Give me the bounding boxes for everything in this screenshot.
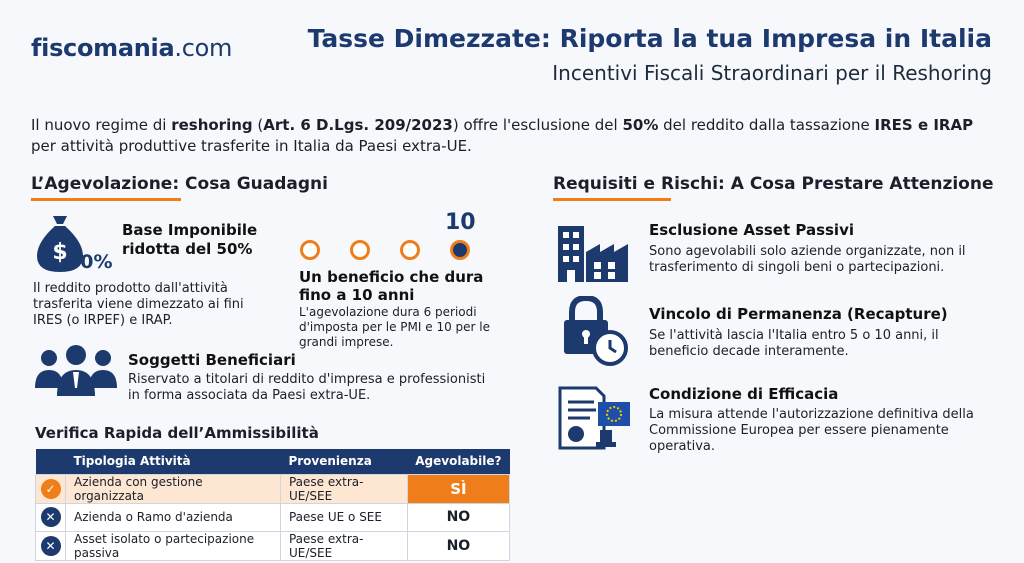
table-header-row [36, 449, 510, 474]
beneficiaries-title: Soggetti Beneficiari [128, 351, 296, 369]
right-item-2-title: Vincolo di Permanenza (Recapture) [649, 305, 948, 323]
right-item-1-text: Sono agevolabili solo aziende organizzate, non il trasferimento di singoli beni o partecipazioni. [649, 244, 966, 275]
base-title: Base Imponibile ridotta del 50% [122, 221, 258, 258]
factory-icon [556, 222, 630, 284]
table-row [36, 531, 510, 560]
table-heading: Verifica Rapida dell’Ammissibilità [35, 424, 319, 442]
timeline-dot-3 [400, 240, 420, 260]
cross-icon: ✕ [36, 503, 66, 531]
logo[interactable]: fiscomania.com [31, 34, 233, 62]
right-item-1-title: Esclusione Asset Passivi [649, 221, 854, 239]
table-cell-origin: Paese extra-UE/SEE [280, 531, 407, 560]
beneficiaries-text: Riservato a titolari di reddito d'impresa e professionisti in forma associata da Paesi extra-UE. [128, 372, 486, 403]
eu-document-icon [556, 384, 632, 452]
table-cell-eligible: SÌ [407, 474, 509, 503]
timeline-dot-1 [300, 240, 320, 260]
timeline-dot-4 [450, 240, 470, 260]
table-header-eligible: Agevolabile? [407, 449, 509, 474]
people-group-icon [33, 344, 119, 396]
duration-title: Un beneficio che dura fino a 10 anni [299, 268, 484, 304]
table-cell-type: Asset isolato o partecipazione passiva [66, 531, 281, 560]
table-cell-eligible: NO [407, 503, 509, 531]
cross-icon: ✕ [36, 531, 66, 560]
intro-text: Il nuovo regime di reshoring (Art. 6 D.Lgs. 209/2023) offre l'esclusione del 50% del reddito dalla tassazione IRES e IRAP per attività produttive trasferite in Italia da Paesi extra-UE. [31, 116, 974, 155]
base-text: Il reddito prodotto dall'attività trasferita viene dimezzato ai fini IRES (o IRPEF) e IRAP. [33, 281, 244, 328]
right-heading-underline [553, 198, 671, 201]
table-cell-origin: Paese UE o SEE [280, 503, 407, 531]
duration-text: L'agevolazione dura 6 periodi d'imposta per le PMI e 10 per le grandi imprese. [299, 305, 490, 349]
right-item-3-text: La misura attende l'autorizzazione definitiva della Commissione Europea per essere pienamente operativa. [649, 407, 974, 454]
right-item-3-title: Condizione di Efficacia [649, 385, 839, 403]
timeline-dot-2 [350, 240, 370, 260]
page-subtitle: Incentivi Fiscali Straordinari per il Reshoring [552, 61, 992, 85]
table-row [36, 503, 510, 531]
page-title: Tasse Dimezzate: Riporta la tua Impresa in Italia [307, 24, 992, 53]
table-row [36, 474, 510, 503]
lock-clock-icon [560, 296, 630, 366]
table-cell-type: Azienda con gestione organizzata [66, 474, 281, 503]
svg-text:$: $ [52, 240, 68, 265]
duration-number: 10 [445, 210, 476, 235]
table-header-origin: Provenienza [280, 449, 407, 474]
right-item-2-text: Se l'attività lascia l'Italia entro 5 o 10 anni, il beneficio decade interamente. [649, 328, 939, 359]
table-header-status [36, 449, 66, 474]
check-icon: ✓ [36, 474, 66, 503]
table-cell-origin: Paese extra-UE/SEE [280, 474, 407, 503]
money-bag-percent: 50% [67, 251, 113, 273]
table-cell-eligible: NO [407, 531, 509, 560]
table-header-type: Tipologia Attività [66, 449, 281, 474]
left-section-heading: L’Agevolazione: Cosa Guadagni [31, 174, 328, 194]
eligibility-table [35, 449, 510, 561]
table-cell-type: Azienda o Ramo d'azienda [66, 503, 281, 531]
right-section-heading: Requisiti e Rischi: A Cosa Prestare Attenzione [553, 174, 994, 194]
left-heading-underline [31, 198, 181, 201]
